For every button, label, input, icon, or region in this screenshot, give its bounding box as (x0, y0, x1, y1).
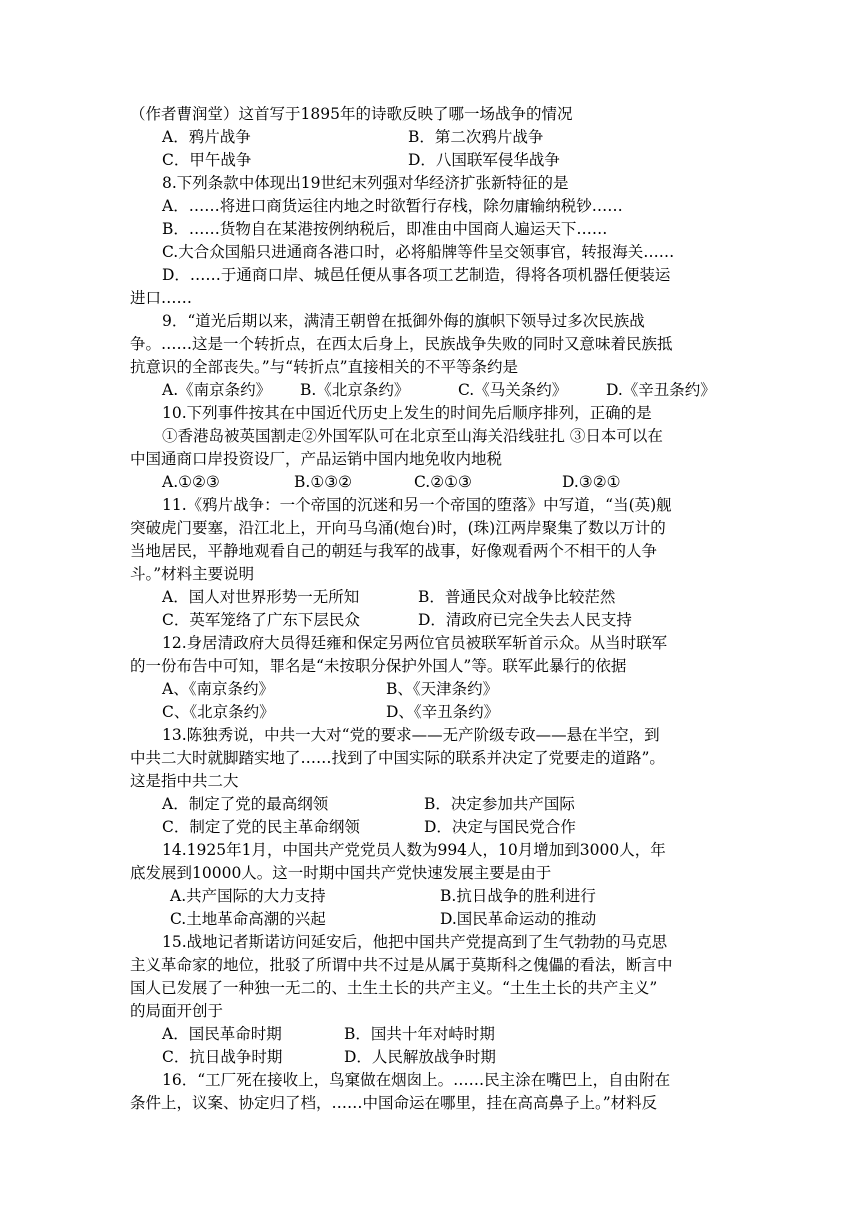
q8-stem: 8.下列条款中体现出19世纪末列强对华经济扩张新特征的是 (162, 174, 569, 192)
q7-option-b: B．第二次鸦片战争 (408, 128, 544, 146)
q10-option-d: D.③②① (562, 473, 621, 491)
q11-option-a: A．国人对世界形势一无所知 (162, 588, 360, 606)
q11-option-c: C．英军笼络了广东下层民众 (162, 611, 360, 629)
q13-stem-line2: 中共二大时就脚踏实地了……找到了中国实际的联系并决定了党要走的道路”。 (130, 749, 665, 767)
q15-stem-line1: 15.战地记者斯诺访问延安后，他把中国共产党提高到了生气勃勃的马克思 (162, 933, 668, 951)
q12-option-d: D、《辛丑条约》 (386, 703, 500, 721)
q9-stem-line3: 抗意识的全部丧失。”与“转折点”直接相关的不平等条约是 (130, 358, 519, 376)
q12-stem-line2: 的一份布告中可知，罪名是“未按职分保护外国人”等。联军此暴行的依据 (130, 657, 627, 675)
q8-option-b: B．……货物自在某港按例纳税后，即准由中国商人遍运天下…… (162, 220, 608, 238)
q13-stem-line1: 13.陈独秀说，中共一大对“党的要求——无产阶级专政——悬在半空，到 (162, 726, 660, 744)
q13-option-a: A．制定了党的最高纲领 (162, 795, 329, 813)
q10-items-line1: ①香港岛被英国割走②外国军队可在北京至山海关沿线驻扎 ③日本可以在 (162, 427, 663, 445)
q16-stem-line1: 16．“工厂死在接收上，鸟窠做在烟囱上。……民主涂在嘴巴上，自由附在 (162, 1071, 671, 1089)
q15-stem-line3: 国人已发展了一种独一无二的、土生土长的共产主义。“土生土长的共产主义” (130, 979, 658, 997)
q11-option-d: D．清政府已完全失去人民支持 (418, 611, 632, 629)
q9-option-d: D.《辛丑条约》 (606, 381, 716, 399)
q14-option-b: B.抗日战争的胜利进行 (440, 887, 596, 905)
q10-option-a: A.①②③ (162, 473, 220, 491)
q14-option-a: A.共产国际的大力支持 (170, 887, 326, 905)
q14-stem-line1: 14.1925年1月，中国共产党党员人数为994人，10月增加到3000人，年 (162, 841, 666, 859)
q15-stem-line2: 主义革命家的地位，批驳了所谓中共不过是从属于莫斯科之傀儡的看法，断言中 (130, 956, 673, 974)
q8-option-a: A．……将进口商货运往内地之时欲暂行存栈，除勿庸输纳税钞…… (162, 197, 623, 215)
q9-stem-line1: 9．“道光后期以来，满清王朝曾在抵御外侮的旗帜下领导过多次民族战 (162, 312, 645, 330)
q15-option-d: D．人民解放战争时期 (344, 1048, 496, 1066)
q12-option-c: C、《北京条约》 (162, 703, 275, 721)
q7-option-c: C．甲午战争 (162, 151, 252, 169)
q7-option-d: D．八国联军侵华战争 (408, 151, 560, 169)
q9-option-a: A.《南京条约》 (162, 381, 272, 399)
q15-stem-line4: 的局面开创于 (130, 1002, 224, 1020)
q14-option-d: D.国民革命运动的推动 (440, 910, 597, 928)
q11-stem-line2: 突破虎门要塞，沿江北上，开向马乌涌(炮台)时，(珠)江两岸聚集了数以万计的 (130, 519, 666, 537)
q10-option-b: B.①③② (294, 473, 353, 491)
q14-stem-line2: 底发展到10000人。这一时期中国共产党快速发展主要是由于 (130, 864, 552, 882)
q11-option-b: B．普通民众对战争比较茫然 (418, 588, 616, 606)
q13-option-b: B．决定参加共产国际 (424, 795, 575, 813)
q8-option-c: C.大合众国船只进通商各港口时，必将船牌等件呈交领事官，转报海关…… (162, 243, 675, 261)
q13-option-c: C．制定了党的民主革命纲领 (162, 818, 360, 836)
q10-items-line2: 中国通商口岸投资设厂，产品运销中国内地免收内地税 (130, 450, 503, 468)
q8-option-d-line1: D．……于通商口岸、城邑任便从事各项工艺制造，得将各项机器任便装运 (162, 266, 671, 284)
q16-stem-line2: 条件上，议案、协定归了档，……中国命运在哪里，挂在高高鼻子上。”材料反 (130, 1094, 658, 1112)
q15-option-c: C．抗日战争时期 (162, 1048, 283, 1066)
q7-stem-tail: （作者曹润堂）这首写于1895年的诗歌反映了哪一场战争的情况 (130, 105, 573, 123)
q13-stem-line3: 这是指中共二大 (130, 772, 239, 790)
q11-stem-line3: 当地居民，平静地观看自己的朝廷与我军的战事，好像观看两个不相干的人争 (130, 542, 658, 560)
q9-option-c: C.《马关条约》 (458, 381, 568, 399)
q11-stem-line1: 11.《鸦片战争：一个帝国的沉迷和另一个帝国的堕落》中写道，“当(英)舰 (162, 496, 672, 514)
q13-option-d: D．决定与国民党合作 (424, 818, 576, 836)
q11-stem-line4: 斗。”材料主要说明 (130, 565, 255, 583)
q10-option-c: C.②①③ (414, 473, 472, 491)
q8-option-d-line2: 进口…… (130, 289, 193, 307)
q15-option-b: B．国共十年对峙时期 (344, 1025, 495, 1043)
q12-stem-line1: 12.身居清政府大员得廷雍和保定另两位官员被联军斩首示众。从当时联军 (162, 634, 668, 652)
q12-option-a: A、《南京条约》 (162, 680, 274, 698)
q15-option-a: A．国民革命时期 (162, 1025, 282, 1043)
q10-stem: 10.下列事件按其在中国近代历史上发生的时间先后顺序排列，正确的是 (162, 404, 652, 422)
q14-option-c: C.土地革命高潮的兴起 (170, 910, 326, 928)
q7-option-a: A．鸦片战争 (162, 128, 251, 146)
q9-stem-line2: 争。……这是一个转折点，在西太后身上，民族战争失败的同时又意味着民族抵 (130, 335, 673, 353)
q9-option-b: B.《北京条约》 (300, 381, 410, 399)
q12-option-b: B、《天津条约》 (386, 680, 499, 698)
